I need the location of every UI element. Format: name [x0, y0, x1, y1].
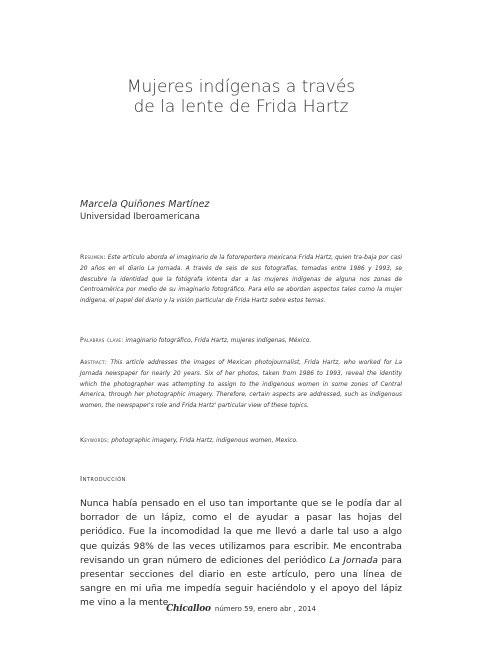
abstract-spanish-label: Resumen: — [80, 254, 106, 261]
section-heading-introduction: Introducción — [80, 475, 126, 483]
abstract-english-text: This article addresses the images of Mexican photojournalist, Frida Hartz, who worked for La Jornada newspaper for nearly 20 years. Six of her photos, taken from 1986 to 1993, reveal the identity which the photographer was attempting to assign to the indigenous women in some zones of Central America, through her photographic imagery. Therefore, certain aspects are addressed, such as indigenous women, the newspaper's role and Frida Hartz' particular view of these topics. — [80, 360, 403, 410]
introduction-newspaper-title: La Jornada — [329, 555, 378, 566]
author-name: Marcela Quiñones Martínez — [80, 199, 210, 210]
keywords-english — [80, 436, 402, 447]
journal-logo: Chicalloo — [166, 604, 211, 614]
article-title-line-1: Mujeres indígenas a través — [126, 77, 356, 97]
page-footer — [0, 604, 482, 614]
keywords-spanish — [80, 336, 402, 347]
keywords-spanish-text: imaginario fotográfico, Frida Hartz, mujeres indígenas, México. — [125, 338, 312, 344]
article-title — [0, 77, 482, 117]
keywords-english-text: photographic imagery, Frida Hartz, indigenous women, Mexico. — [111, 438, 298, 444]
issue-info: número 59, enero abr , 2014 — [214, 605, 316, 613]
introduction-text-part-2: para presentar secciones del diario en este artículo, pero una línea de sangre en mi uña me impedía seguir haciéndolo y el apoyo del lápiz me vino a la mente. — [80, 555, 402, 609]
author-affiliation: Universidad Iberoamericana — [80, 212, 200, 222]
introduction-paragraph — [80, 497, 402, 611]
keywords-english-label: Keywords: — [80, 437, 110, 444]
article-title-line-2: de la lente de Frida Hartz — [133, 97, 349, 117]
abstract-english-label: Abstract: — [80, 359, 108, 366]
abstract-spanish-text: Este artículo aborda el imaginario de la fotoreportera mexicana Frida Hartz, quien tra-baja por casi 20 años en el diario La Jornada. A través de seis de sus fotografías, tomadas entre 1986 y 1993, se descubre la identidad que la fotógrafa intenta dar a las mujeres indígenas de alguna nos zonas de Centroamérica por medio de su imaginario fotográfico. Para ello se abordan aspectos tales como la mujer indígena, el papel del diario y la visión particular de Frida Hartz sobre estos temas. — [80, 255, 402, 305]
abstract-spanish — [80, 253, 402, 307]
keywords-spanish-label: Palabras clave: — [80, 337, 124, 344]
abstract-english — [80, 358, 402, 412]
introduction-text-part-1: Nunca había pensado en el uso tan importante que se le podía dar al borrador de un lápiz, como el de ayudar a pasar las hojas del periódico. Fue la incomodidad la que me llevó a darle tal uso a algo que quizás 98% de las veces utilizamos para escribir. Me encontraba revisando un gran número de ediciones del periódico — [80, 499, 402, 566]
